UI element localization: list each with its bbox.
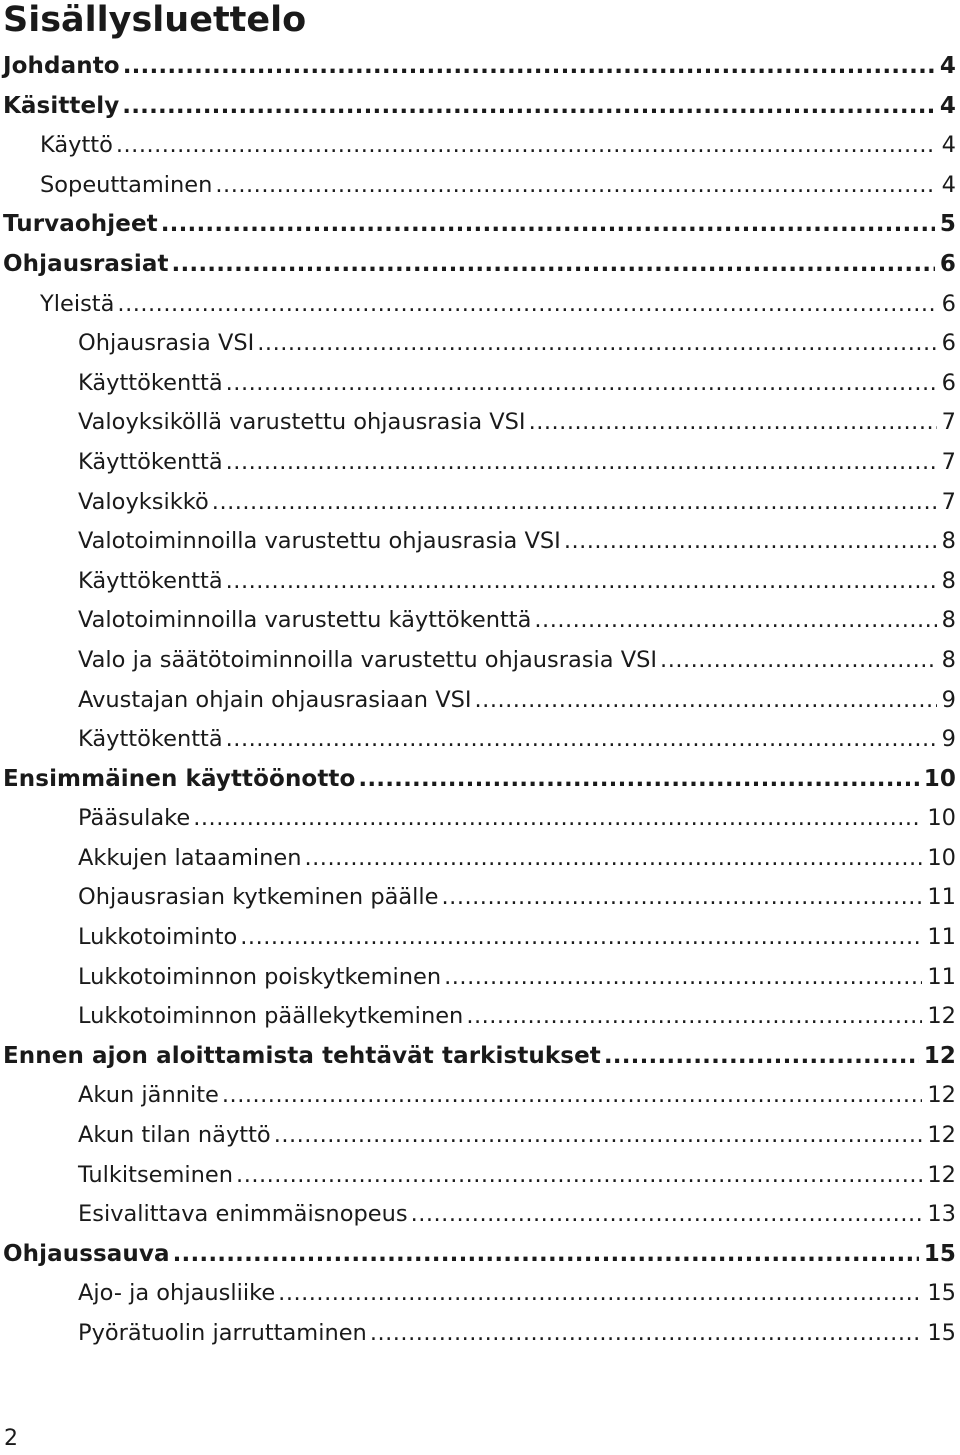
toc-entry-page-number: 12 [927, 1082, 956, 1109]
toc-entry-title: Yleistä [40, 290, 115, 317]
toc-section-entry[interactable] [0, 132, 960, 172]
toc-dot-leader [358, 766, 918, 792]
toc-section-entry[interactable] [0, 1280, 960, 1320]
toc-section-entry[interactable] [0, 607, 960, 647]
toc-section-entry[interactable] [0, 924, 960, 964]
toc-section-entry[interactable] [0, 1082, 960, 1122]
toc-entry-page-number: 4 [939, 92, 956, 119]
toc-entry-page-number: 10 [927, 805, 956, 832]
toc-dot-leader [226, 449, 937, 475]
toc-section-entry[interactable] [0, 489, 960, 529]
toc-entry-title: Sopeuttaminen [40, 171, 213, 198]
toc-dot-leader [604, 1043, 919, 1069]
toc-entry-page-number: 9 [941, 726, 956, 753]
toc-section-entry[interactable] [0, 805, 960, 845]
toc-entry-title: Avustajan ohjain ohjausrasiaan VSI [78, 686, 472, 713]
toc-entry-page-number: 11 [927, 924, 956, 951]
toc-chapter-entry[interactable] [0, 1043, 960, 1083]
toc-entry-page-number: 8 [941, 528, 956, 555]
toc-entry-page-number: 15 [927, 1320, 956, 1346]
toc-chapter-entry[interactable] [0, 766, 960, 806]
toc-dot-leader [172, 251, 935, 277]
toc-entry-title: Valotoiminnoilla varustettu käyttökenttä [78, 607, 532, 634]
page-title: Sisällysluettelo [3, 0, 307, 40]
toc-section-entry[interactable] [0, 409, 960, 449]
toc-dot-leader [274, 1122, 923, 1148]
toc-dot-leader [117, 291, 936, 317]
toc-entry-title: Käyttökenttä [78, 448, 223, 475]
toc-entry-page-number: 12 [927, 1161, 956, 1188]
toc-entry-title: Esivalittava enimmäisnopeus [78, 1201, 408, 1228]
toc-dot-leader [222, 1082, 922, 1108]
toc-dot-leader [660, 647, 937, 673]
toc-entry-page-number: 10 [923, 765, 956, 792]
toc-entry-title: Pyörätuolin jarruttaminen [78, 1320, 367, 1346]
toc-entry-page-number: 7 [941, 409, 956, 436]
toc-entry-title: Turvaohjeet [3, 211, 158, 238]
toc-dot-leader [534, 607, 936, 633]
toc-entry-title: Käyttökenttä [78, 369, 223, 396]
toc-dot-leader [564, 528, 937, 554]
toc-entry-page-number: 6 [939, 250, 956, 277]
toc-dot-leader [278, 1280, 922, 1306]
toc-section-entry[interactable] [0, 964, 960, 1004]
toc-entry-page-number: 11 [927, 963, 956, 990]
toc-entry-page-number: 8 [941, 567, 956, 594]
toc-entry-title: Käyttökenttä [78, 567, 223, 594]
toc-dot-leader [466, 1003, 922, 1029]
toc-section-entry[interactable] [0, 845, 960, 885]
toc-entry-title: Käyttökenttä [78, 726, 223, 753]
toc-chapter-entry[interactable] [0, 53, 960, 93]
toc-dot-leader [226, 726, 937, 752]
toc-entry-title: Valo ja säätötoiminnoilla varustettu ohjausrasia VSI [78, 646, 658, 673]
toc-entry-title: Ohjausrasian kytkeminen päälle [78, 884, 439, 911]
toc-entry-title: Käyttö [40, 132, 113, 159]
toc-dot-leader [444, 964, 922, 990]
toc-section-entry[interactable] [0, 1162, 960, 1202]
toc-entry-page-number: 8 [941, 646, 956, 673]
page-number: 2 [4, 1426, 18, 1451]
toc-section-entry[interactable] [0, 884, 960, 924]
toc-section-entry[interactable] [0, 568, 960, 608]
toc-entry-page-number: 11 [927, 884, 956, 911]
toc-entry-title: Akkujen lataaminen [78, 844, 302, 871]
toc-entry-title: Käsittely [3, 92, 120, 119]
toc-section-entry[interactable] [0, 172, 960, 212]
toc-chapter-entry[interactable] [0, 251, 960, 291]
toc-entry-page-number: 5 [939, 211, 956, 238]
toc-entry-title: Ensimmäinen käyttöönotto [3, 765, 356, 792]
toc-entry-page-number: 15 [927, 1280, 956, 1307]
toc-section-entry[interactable] [0, 291, 960, 331]
toc-dot-leader [212, 489, 937, 515]
toc-section-entry[interactable] [0, 330, 960, 370]
toc-entry-title: Ennen ajon aloittamista tehtävät tarkistukset [3, 1042, 601, 1069]
toc-dot-leader [475, 687, 937, 713]
toc-entry-page-number: 6 [941, 369, 956, 396]
toc-section-entry[interactable] [0, 1003, 960, 1043]
toc-section-entry[interactable] [0, 687, 960, 727]
toc-entry-title: Ohjausrasiat [3, 250, 169, 277]
toc-section-entry[interactable] [0, 1201, 960, 1241]
toc-dot-leader [236, 1162, 922, 1188]
toc-entry-page-number: 4 [939, 53, 956, 79]
toc-dot-leader [240, 924, 922, 950]
toc-dot-leader [122, 93, 935, 119]
toc-entry-title: Johdanto [3, 53, 120, 79]
toc-dot-leader [226, 568, 937, 594]
toc-dot-leader [226, 370, 937, 396]
toc-entry-title: Ohjausrasia VSI [78, 330, 255, 357]
toc-entry-page-number: 8 [941, 607, 956, 634]
toc-entry-page-number: 15 [923, 1240, 956, 1267]
toc-section-entry[interactable] [0, 726, 960, 766]
toc-dot-leader [529, 409, 937, 435]
table-of-contents [0, 53, 960, 1360]
toc-entry-title: Ajo- ja ohjausliike [78, 1280, 276, 1307]
toc-entry-page-number: 12 [927, 1122, 956, 1149]
toc-entry-title: Lukkotoiminto [78, 924, 238, 951]
toc-chapter-entry[interactable] [0, 93, 960, 133]
toc-entry-page-number: 4 [941, 132, 956, 159]
toc-entry-title: Tulkitseminen [78, 1161, 234, 1188]
toc-section-entry[interactable] [0, 370, 960, 410]
toc-section-entry[interactable] [0, 647, 960, 687]
toc-dot-leader [161, 211, 935, 237]
toc-dot-leader [411, 1201, 923, 1227]
toc-entry-title: Ohjaussauva [3, 1240, 170, 1267]
toc-section-entry[interactable] [0, 449, 960, 489]
toc-dot-leader [116, 132, 937, 158]
toc-section-entry[interactable] [0, 1122, 960, 1162]
toc-dot-leader [193, 805, 922, 831]
toc-dot-leader [173, 1241, 919, 1267]
toc-entry-page-number: 9 [941, 686, 956, 713]
toc-section-entry[interactable] [0, 1320, 960, 1360]
toc-entry-title: Valoyksikkö [78, 488, 209, 515]
toc-entry-page-number: 10 [927, 844, 956, 871]
toc-dot-leader [305, 845, 923, 871]
toc-entry-page-number: 7 [941, 448, 956, 475]
toc-section-entry[interactable] [0, 528, 960, 568]
toc-entry-page-number: 6 [941, 290, 956, 317]
toc-entry-page-number: 12 [927, 1003, 956, 1030]
toc-entry-page-number: 13 [927, 1201, 956, 1228]
toc-entry-page-number: 7 [941, 488, 956, 515]
toc-entry-title: Lukkotoiminnon päällekytkeminen [78, 1003, 464, 1030]
toc-dot-leader [370, 1320, 923, 1346]
toc-entry-title: Lukkotoiminnon poiskytkeminen [78, 963, 442, 990]
toc-chapter-entry[interactable] [0, 211, 960, 251]
toc-dot-leader [442, 884, 923, 910]
toc-dot-leader [257, 330, 936, 356]
toc-entry-title: Valoyksiköllä varustettu ohjausrasia VSI [78, 409, 526, 436]
toc-chapter-entry[interactable] [0, 1241, 960, 1281]
toc-entry-page-number: 6 [941, 330, 956, 357]
toc-entry-page-number: 4 [941, 171, 956, 198]
toc-dot-leader [123, 53, 935, 79]
toc-entry-title: Akun tilan näyttö [78, 1122, 271, 1149]
toc-entry-title: Valotoiminnoilla varustettu ohjausrasia VSI [78, 528, 561, 555]
toc-entry-title: Akun jännite [78, 1082, 219, 1109]
toc-dot-leader [215, 172, 936, 198]
toc-entry-title: Pääsulake [78, 805, 191, 832]
toc-entry-page-number: 12 [923, 1042, 956, 1069]
